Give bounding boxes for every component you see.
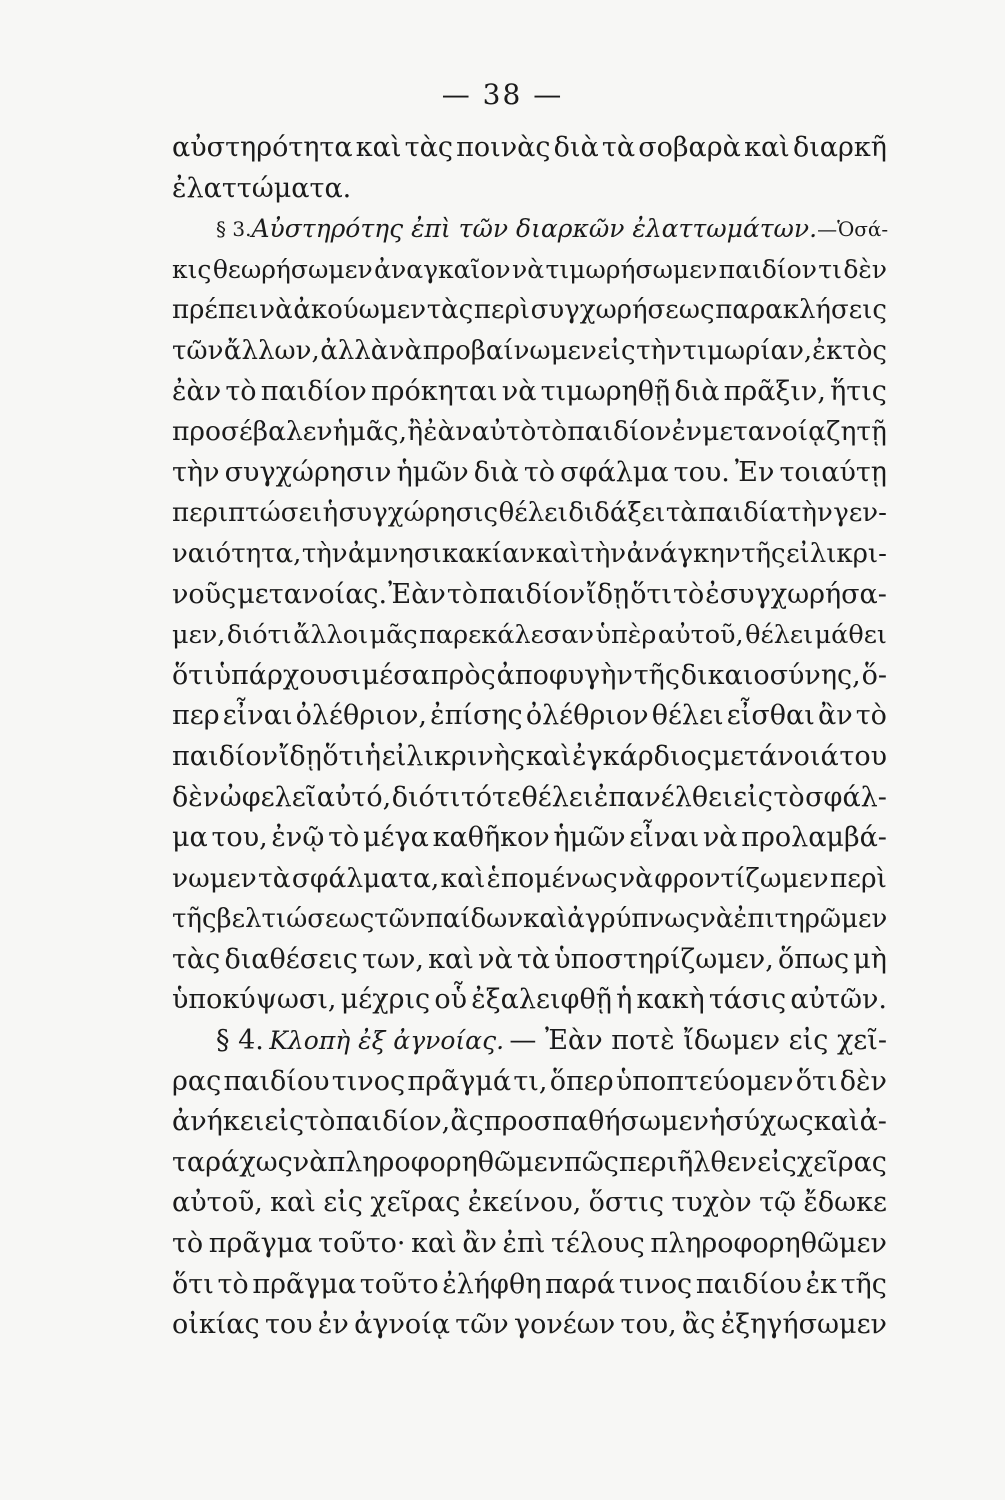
word: διότι bbox=[391, 781, 461, 813]
word: νὰ bbox=[702, 822, 738, 854]
word: περ bbox=[172, 700, 220, 732]
word: ἡ bbox=[616, 984, 633, 1016]
word: ἀγρύπνως bbox=[567, 904, 701, 935]
word: του bbox=[839, 740, 887, 772]
word: εἶναι bbox=[222, 700, 293, 732]
word: νὰ bbox=[700, 904, 734, 935]
word: ἐπανέλθει bbox=[593, 781, 733, 813]
word: τῆς bbox=[840, 1268, 887, 1300]
word: μὴ bbox=[853, 943, 887, 975]
word: αὐστηρότητα bbox=[172, 132, 353, 163]
word: Ἐν bbox=[734, 456, 775, 488]
word: ἡμῶν bbox=[553, 822, 626, 854]
word: εἰς bbox=[323, 1187, 363, 1219]
word: ἔδωκε bbox=[803, 1187, 887, 1219]
word: ὑπὲρ bbox=[595, 620, 657, 651]
text-line bbox=[172, 1305, 887, 1346]
word: ἐξαλειφθῇ bbox=[471, 984, 612, 1016]
line-text: — Ἐὰν ποτὲ ἴδωμεν εἰς χεῖ- bbox=[509, 1025, 887, 1057]
word: καὶ bbox=[428, 943, 474, 975]
word: τὰ bbox=[258, 862, 291, 894]
word: δὲν bbox=[843, 254, 887, 284]
word: ὑπάρχουσι bbox=[214, 659, 361, 691]
word: ὀλέθριον, bbox=[295, 700, 427, 732]
word: νὰ bbox=[388, 335, 423, 366]
word: ὅτι bbox=[795, 1065, 838, 1097]
word: ἐξηγήσωμεν bbox=[720, 1309, 887, 1341]
word: καὶ bbox=[355, 132, 402, 163]
word: παίδων bbox=[425, 904, 524, 935]
word: ζητῇ bbox=[826, 416, 887, 448]
word: νοῦς bbox=[172, 578, 237, 610]
word: προβαίνωμεν bbox=[422, 335, 597, 366]
word: ὅστις bbox=[588, 1187, 665, 1219]
word: ἑπομένως bbox=[486, 862, 618, 894]
word: ὑποπτεύομεν bbox=[615, 1065, 794, 1097]
word: μεν, bbox=[172, 620, 226, 651]
word: τῆς bbox=[633, 659, 680, 691]
word: σφάλ- bbox=[805, 781, 887, 813]
word: οὗ bbox=[434, 984, 468, 1016]
word: ἄλλοι bbox=[293, 620, 369, 651]
word: νὰ bbox=[501, 375, 537, 407]
line-text: ἐλαττώματα. bbox=[172, 172, 352, 204]
word: εἰς bbox=[733, 781, 773, 813]
word: τὸ bbox=[536, 416, 568, 448]
word: τὸ bbox=[523, 456, 556, 488]
word: περιπτώσει bbox=[172, 498, 323, 529]
word: τὰ bbox=[665, 498, 698, 529]
word: παιδία bbox=[698, 498, 787, 529]
word: διαρκῆ bbox=[792, 132, 887, 163]
word: πρᾶξιν, bbox=[723, 375, 826, 407]
word: διὰ bbox=[553, 132, 599, 163]
word: ἀμνησικακίαν bbox=[348, 538, 536, 569]
text-line bbox=[172, 1224, 887, 1265]
word: τιμωρίαν,ἐκτὸς bbox=[682, 335, 887, 366]
word: σοβαρὰ bbox=[638, 132, 741, 163]
word: εἰλικρινὴς bbox=[381, 740, 526, 772]
word: τιμωρηθῇ bbox=[540, 375, 671, 407]
word: συγχωρήσεως bbox=[530, 295, 715, 326]
word: ἴδῃ bbox=[278, 740, 322, 772]
word: καὶ bbox=[411, 1228, 457, 1260]
word: καὶ bbox=[440, 862, 486, 894]
word: ἴδῃ bbox=[586, 578, 630, 610]
word: τι, bbox=[513, 1065, 548, 1097]
word: μετανοίας. bbox=[237, 578, 388, 610]
word: ὠφελεῖ bbox=[219, 781, 317, 813]
line-text: —Ὁσά- bbox=[817, 217, 889, 242]
word: ἀκούωμεν bbox=[293, 295, 426, 326]
word: ἐσυγχωρήσα- bbox=[705, 578, 887, 610]
word: ἐπιτηρῶμεν bbox=[733, 904, 888, 935]
word: τινος bbox=[618, 1268, 693, 1300]
text-line bbox=[172, 737, 887, 778]
word: χεῖρας bbox=[796, 1146, 887, 1178]
word: τοῦτο· bbox=[318, 1228, 406, 1260]
text-line bbox=[172, 778, 887, 819]
word: γονέων bbox=[513, 1309, 616, 1341]
word: τυχὸν bbox=[671, 1187, 752, 1219]
text-line bbox=[172, 169, 887, 210]
word: τῷ bbox=[759, 1187, 797, 1219]
word: τι bbox=[818, 254, 842, 284]
word: ἐπίσης bbox=[430, 700, 523, 732]
word: τῶν bbox=[455, 1309, 509, 1341]
word: τότε bbox=[460, 781, 521, 813]
text-line bbox=[172, 696, 887, 737]
text-line bbox=[172, 656, 887, 697]
text-line bbox=[172, 412, 887, 453]
word: τῶν bbox=[374, 904, 426, 935]
section-heading-line bbox=[172, 1021, 887, 1062]
word: φροντίζωμεν bbox=[654, 862, 829, 894]
word: μᾶς bbox=[369, 620, 418, 651]
word: τιμωρήσωμεν bbox=[545, 254, 718, 284]
word: ἐπὶ bbox=[502, 1228, 546, 1260]
word: ἐν bbox=[317, 1309, 349, 1341]
word: ἂν bbox=[817, 700, 853, 732]
word: δικαιοσύνης, bbox=[680, 659, 861, 691]
word: καὶ bbox=[813, 1106, 860, 1138]
text-line bbox=[172, 250, 887, 291]
word: τινος bbox=[331, 1065, 406, 1097]
word: εἶναι bbox=[629, 822, 700, 854]
word: ἂς bbox=[450, 1106, 484, 1138]
word: κακὴ bbox=[636, 984, 705, 1016]
word: πρόκηται bbox=[370, 375, 498, 407]
word: παιδίου bbox=[695, 1268, 802, 1300]
word: σφάλμα bbox=[560, 456, 669, 488]
text-line bbox=[172, 128, 887, 169]
word: παιδίον, bbox=[335, 1106, 451, 1138]
word: παιδίον bbox=[479, 578, 586, 610]
word: μέσα bbox=[361, 659, 430, 691]
word: ἥτις bbox=[830, 375, 887, 407]
text-line bbox=[172, 1143, 887, 1184]
word: των, bbox=[362, 943, 425, 975]
word: ναιότητα, bbox=[172, 538, 302, 569]
word: δὲν bbox=[172, 781, 220, 813]
word: πρᾶγμά bbox=[407, 1065, 512, 1097]
word: παρεκάλεσαν bbox=[419, 620, 594, 651]
section-heading-line bbox=[172, 209, 887, 250]
text-line bbox=[172, 980, 887, 1021]
word: καὶ bbox=[535, 538, 580, 569]
word: τὸ bbox=[217, 1268, 249, 1300]
word: τὴν bbox=[301, 538, 348, 569]
body-text bbox=[172, 128, 887, 1346]
word: μετανοίᾳ bbox=[702, 416, 826, 448]
word: ἐλήφθη bbox=[442, 1268, 542, 1300]
word: τὴν bbox=[787, 498, 833, 529]
word: τὸ bbox=[225, 375, 257, 407]
word: θέλει bbox=[651, 700, 724, 732]
word: τὰς bbox=[426, 295, 474, 326]
word: του. bbox=[673, 456, 730, 488]
word: ἡμῶν bbox=[396, 456, 469, 488]
word: τάσις bbox=[708, 984, 787, 1016]
word: μα bbox=[172, 822, 208, 854]
word: ἢ bbox=[407, 416, 424, 448]
text-line bbox=[172, 372, 887, 413]
word: ἐὰν bbox=[423, 416, 472, 448]
text-line bbox=[172, 290, 887, 331]
word: ἐνῷ bbox=[271, 822, 325, 854]
word: πρᾶγμα bbox=[208, 1228, 313, 1260]
word: αὐτό, bbox=[316, 781, 392, 813]
word: ἀναγκαῖον bbox=[374, 254, 511, 284]
text-line bbox=[172, 493, 887, 534]
word: οἰκίας bbox=[172, 1309, 260, 1341]
word: νὰ bbox=[292, 1146, 328, 1178]
word: τὸ bbox=[172, 1228, 204, 1260]
word: νὰ bbox=[478, 943, 513, 975]
word: εἰλικρι- bbox=[786, 538, 887, 569]
word: τὰ bbox=[601, 132, 636, 163]
word: τῆς bbox=[172, 904, 217, 935]
word: πρέπει bbox=[172, 295, 259, 326]
word: χεῖρας bbox=[370, 1187, 461, 1219]
word: παρά bbox=[545, 1268, 616, 1300]
word: του, bbox=[620, 1309, 677, 1341]
word: ἐν bbox=[671, 416, 702, 448]
word: περὶ bbox=[473, 295, 530, 326]
word: ἂν bbox=[462, 1228, 497, 1260]
word: πρᾶγμα bbox=[252, 1268, 357, 1300]
word: νὰ bbox=[619, 862, 654, 894]
word: καὶ bbox=[744, 132, 790, 163]
word: ὅπως bbox=[777, 943, 850, 975]
text-line bbox=[172, 818, 887, 859]
text-line bbox=[172, 534, 887, 575]
text-line bbox=[172, 1183, 887, 1224]
word: εἰς bbox=[597, 335, 636, 366]
word: ἡμᾶς, bbox=[332, 416, 408, 448]
text-line bbox=[172, 859, 887, 900]
word: νὰ bbox=[512, 254, 545, 284]
word: ὅτι bbox=[630, 578, 672, 610]
word: συγχώρησις bbox=[338, 498, 499, 529]
word: τὰ bbox=[516, 943, 551, 975]
text-line bbox=[172, 1062, 887, 1103]
word: ποινὰς bbox=[456, 132, 551, 163]
word: μέγα bbox=[362, 822, 429, 854]
text-line bbox=[172, 575, 887, 616]
word: νωμεν bbox=[172, 862, 257, 894]
word: τὸ bbox=[304, 1106, 336, 1138]
word: παιδίον bbox=[172, 740, 279, 772]
word: ἡσύχως bbox=[709, 1106, 814, 1138]
page-number: — 38 — bbox=[441, 78, 564, 111]
word: αὐτοῦ, bbox=[657, 620, 744, 651]
word: ὅ- bbox=[861, 659, 887, 691]
word: παιδίον bbox=[567, 416, 672, 448]
word: τὸ bbox=[446, 578, 479, 610]
word: συγχώρησιν bbox=[224, 456, 392, 488]
word: τῶν bbox=[172, 335, 224, 366]
word: ἀποφυγὴν bbox=[496, 659, 633, 691]
word: αὐτῶν. bbox=[790, 984, 887, 1016]
text-line bbox=[172, 1102, 887, 1143]
word: ἡ bbox=[322, 498, 339, 529]
word: τὸ bbox=[855, 700, 887, 732]
word: ἀνήκει bbox=[172, 1106, 265, 1138]
word: ὅτι bbox=[172, 659, 214, 691]
section-number: § 3. bbox=[216, 217, 252, 242]
word: ταράχως bbox=[172, 1146, 293, 1178]
word: ἂς bbox=[682, 1309, 716, 1341]
word: θέλει bbox=[498, 498, 568, 529]
word: δὲν bbox=[839, 1065, 887, 1097]
word: τὴν bbox=[636, 335, 682, 366]
text-line bbox=[172, 1265, 887, 1306]
word: πληροφορηθῶμεν bbox=[327, 1146, 565, 1178]
word: καὶ bbox=[523, 904, 568, 935]
word: προσπαθήσωμεν bbox=[483, 1106, 709, 1138]
word: ὅτι bbox=[172, 1268, 214, 1300]
word: τῆς bbox=[741, 538, 786, 569]
word: παιδίον bbox=[260, 375, 367, 407]
word: εἰς bbox=[757, 1146, 797, 1178]
word: αὐτὸ bbox=[471, 416, 537, 448]
text-line bbox=[172, 453, 887, 494]
word: τοιαύτῃ bbox=[779, 456, 887, 488]
word: διαθέσεις bbox=[224, 943, 358, 975]
word: βελτιώσεως bbox=[216, 904, 375, 935]
word: διὰ bbox=[473, 456, 519, 488]
word: θεωρήσωμεν bbox=[212, 254, 373, 284]
word: σφάλματα, bbox=[291, 862, 440, 894]
text-line bbox=[172, 331, 887, 372]
word: ἐκ bbox=[805, 1268, 837, 1300]
word: πληροφορηθῶμεν bbox=[650, 1228, 887, 1260]
word: ἀλλὰ bbox=[320, 335, 389, 366]
word: εἰς bbox=[264, 1106, 305, 1138]
word: ἄλλων, bbox=[223, 335, 320, 366]
word: καὶ bbox=[270, 1187, 316, 1219]
word: παιδίον bbox=[718, 254, 817, 284]
word: μετάνοιά bbox=[712, 740, 839, 772]
word: διὰ bbox=[674, 375, 720, 407]
word: ἡ bbox=[364, 740, 382, 772]
word: του bbox=[264, 1309, 313, 1341]
word: του, bbox=[211, 822, 268, 854]
word: τὸ bbox=[773, 781, 805, 813]
word: γεν- bbox=[833, 498, 887, 529]
word: Ἐὰν bbox=[388, 578, 446, 610]
word: ἐκείνου, bbox=[467, 1187, 582, 1219]
word: ὑποστηρίζωμεν, bbox=[554, 943, 774, 975]
word: ἀ- bbox=[859, 1106, 887, 1138]
word: νὰ bbox=[259, 295, 293, 326]
section-title: Κλοπὴ ἐξ ἀγνοίας. bbox=[269, 1026, 505, 1056]
word: προλαμβά- bbox=[741, 822, 887, 854]
word: ὀλέθριον bbox=[525, 700, 649, 732]
word: περιῆλθεν bbox=[618, 1146, 758, 1178]
word: παιδίου bbox=[223, 1065, 330, 1097]
word: τὰς bbox=[404, 132, 453, 163]
word: θέλει bbox=[745, 620, 814, 651]
word: τέλους bbox=[550, 1228, 645, 1260]
word: ἀγνοίᾳ bbox=[354, 1309, 450, 1341]
section-number: § 4. bbox=[216, 1025, 264, 1057]
word: διδάξει bbox=[568, 498, 666, 529]
word: παρακλήσεις bbox=[715, 295, 887, 326]
word: πρὸς bbox=[430, 659, 496, 691]
word: μάθει bbox=[814, 620, 887, 651]
word: ὅπερ bbox=[549, 1065, 614, 1097]
word: θέλει bbox=[521, 781, 594, 813]
section-title: Αὐστηρότης ἐπὶ τῶν διαρκῶν ἐλαττωμάτων. bbox=[251, 214, 818, 244]
word: περὶ bbox=[829, 862, 887, 894]
word: τὸ bbox=[328, 822, 360, 854]
word: τὴν bbox=[580, 538, 627, 569]
word: μέχρις bbox=[340, 984, 431, 1016]
word: πῶς bbox=[564, 1146, 619, 1178]
word: προσέβαλεν bbox=[172, 416, 333, 448]
word: καὶ bbox=[525, 740, 572, 772]
text-line bbox=[172, 940, 887, 981]
word: ὑποκύψωσι, bbox=[172, 984, 337, 1016]
word: εἶσθαι bbox=[726, 700, 815, 732]
word: τοῦτο bbox=[359, 1268, 439, 1300]
word: τὸ bbox=[673, 578, 705, 610]
word: ἀνάγκην bbox=[626, 538, 741, 569]
word: κις bbox=[172, 254, 212, 284]
word: ὅτι bbox=[322, 740, 365, 772]
word: τὴν bbox=[172, 456, 220, 488]
word: αὐτοῦ, bbox=[172, 1187, 263, 1219]
word: καθῆκον bbox=[432, 822, 550, 854]
text-line bbox=[172, 615, 887, 656]
word: ἐὰν bbox=[172, 375, 222, 407]
word: τὰς bbox=[172, 943, 221, 975]
word: ἐγκάρδιος bbox=[572, 740, 712, 772]
word: ρας bbox=[172, 1065, 222, 1097]
word: διότι bbox=[226, 620, 292, 651]
text-line bbox=[172, 899, 887, 940]
